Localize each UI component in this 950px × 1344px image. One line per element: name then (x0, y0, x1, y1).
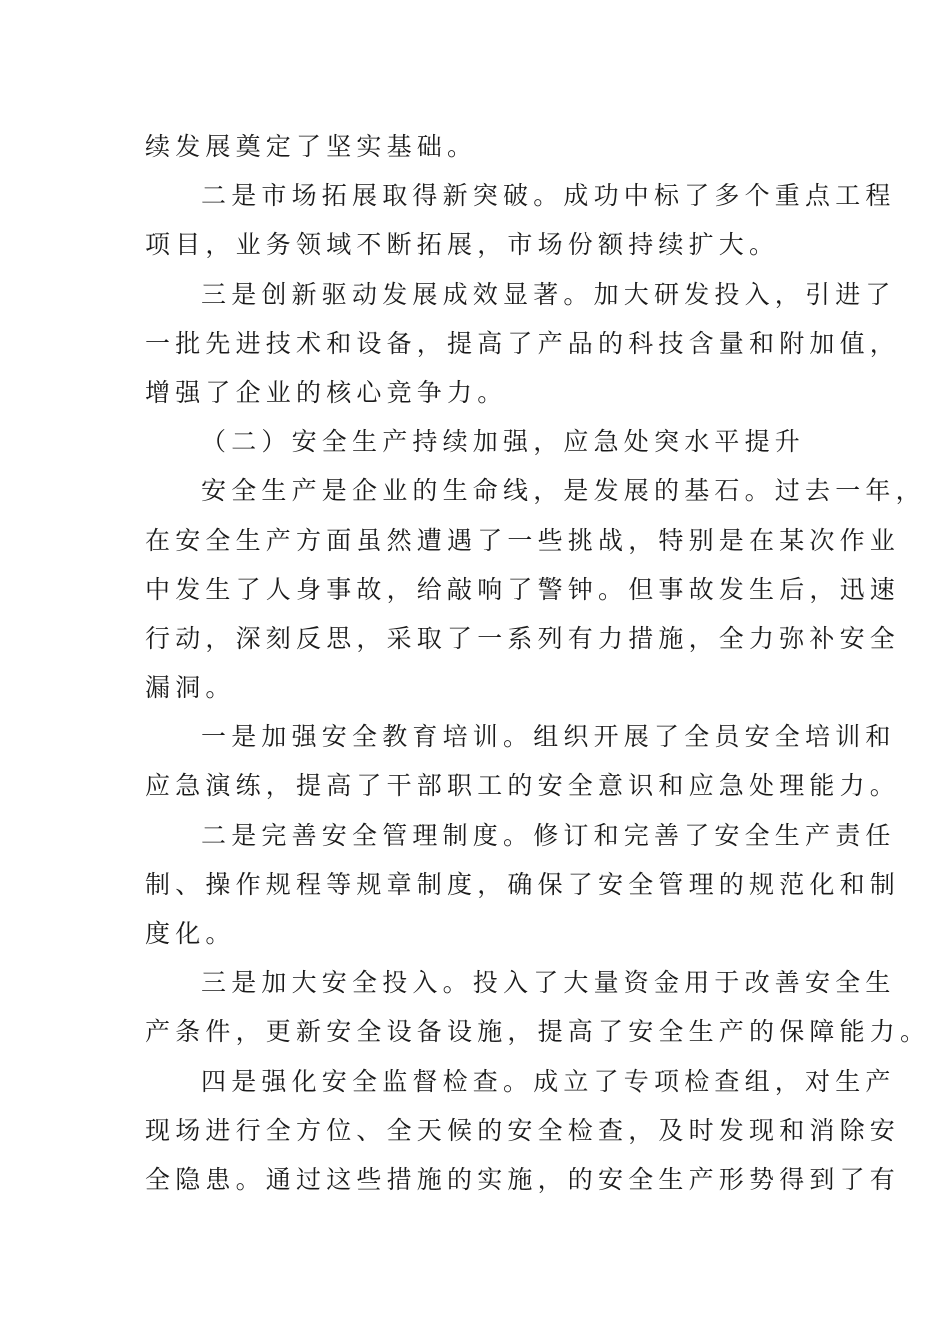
text-line: 项目，业务领域不断拓展，市场份额持续扩大。 (145, 230, 780, 260)
text-line: 一批先进技术和设备，提高了产品的科技含量和附加值， (145, 328, 901, 358)
text-line: 中发生了人身事故，给敲响了警钟。但事故发生后，迅速 (145, 574, 901, 604)
text-line: 现场进行全方位、全天候的安全检查，及时发现和消除安 (145, 1115, 901, 1145)
text-line: 制、操作规程等规章制度，确保了安全管理的规范化和制 (145, 869, 901, 899)
text-line: 全隐患。通过这些措施的实施，的安全生产形势得到了有 (145, 1164, 901, 1194)
text-line: 增强了企业的核心竞争力。 (145, 377, 508, 407)
text-line: 三是创新驱动发展成效显著。加大研发投入，引进了 (201, 279, 896, 309)
text-line: 二是市场拓展取得新突破。成功中标了多个重点工程 (201, 181, 896, 211)
text-line: 三是加大安全投入。投入了大量资金用于改善安全生 (201, 968, 896, 998)
text-line: 安全生产是企业的生命线，是发展的基石。过去一年， (201, 476, 926, 506)
text-line: 应急演练，提高了干部职工的安全意识和应急处理能力。 (145, 771, 901, 801)
text-line: 续发展奠定了坚实基础。 (145, 132, 478, 161)
section-heading: （二）安全生产持续加强，应急处突水平提升 (201, 427, 806, 457)
text-line: 度化。 (145, 919, 236, 948)
text-line: 一是加强安全教育培训。组织开展了全员安全培训和 (201, 722, 896, 752)
text-line: 漏洞。 (145, 673, 236, 703)
text-line: 行动，深刻反思，采取了一系列有力措施，全力弥补安全 (145, 623, 901, 653)
text-line: 四是强化安全监督检查。成立了专项检查组，对生产 (201, 1066, 896, 1096)
body-text (145, 122, 931, 1204)
text-line: 产条件，更新安全设备设施，提高了安全生产的保障能力。 (145, 1017, 931, 1047)
text-line: 在安全生产方面虽然遭遇了一些挑战，特别是在某次作业 (145, 525, 901, 555)
text-line: 二是完善安全管理制度。修订和完善了安全生产责任 (201, 820, 896, 850)
